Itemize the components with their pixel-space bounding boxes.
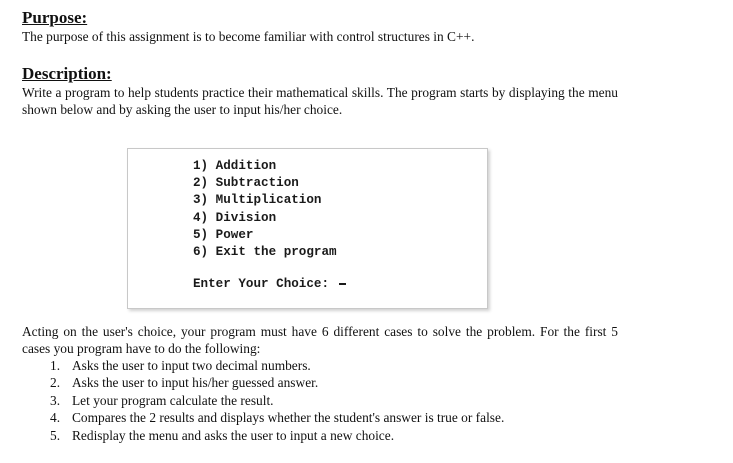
console-menu-box (127, 148, 488, 309)
choice-prompt (193, 276, 346, 293)
purpose-heading: Purpose: (22, 8, 88, 27)
menu-item-subtraction: 2) Subtraction (193, 176, 299, 191)
document-body (22, 8, 722, 118)
text-cursor (339, 283, 346, 285)
list-item (22, 427, 722, 444)
list-item (22, 409, 722, 426)
step-text: Asks the user to input his/her guessed answer. (72, 375, 319, 391)
menu-item-addition: 1) Addition (193, 159, 277, 173)
list-item (22, 374, 722, 391)
step-number: 1. (50, 358, 61, 373)
menu-item-division: 4) Division (193, 210, 277, 225)
description-text: Write a program to help students practice their mathematical skills. The program starts by displaying the menu shown below and by asking the user to input his/her choice. (22, 85, 618, 117)
list-item (22, 357, 722, 374)
choice-prompt-label: Enter Your Choice: (193, 277, 337, 291)
step-text: Redisplay the menu and asks the user to input a new choice. (72, 427, 395, 443)
purpose-text: The purpose of this assignment is to become familiar with control structures in C++. (22, 29, 475, 44)
menu-item-exit: 6) Exit the program (193, 245, 337, 260)
step-number: 5. (50, 427, 61, 443)
description-heading: Description: (22, 64, 112, 83)
step-text: Compares the 2 results and displays whether the student's answer is true or false. (72, 410, 505, 426)
list-item (22, 392, 722, 409)
menu-item-power: 5) Power (193, 227, 254, 242)
step-number: 4. (50, 410, 61, 426)
menu-list (193, 158, 337, 261)
menu-item-multiplication: 3) Multiplication (193, 193, 322, 208)
step-number: 3. (50, 392, 61, 408)
step-text: Let your program calculate the result. (72, 392, 274, 408)
cases-intro: Acting on the user's choice, your program must have 6 different cases to solve the problem. For the first 5 cases you program have to do the following: (22, 324, 618, 356)
step-text: Asks the user to input two decimal numbers. (72, 358, 311, 373)
cases-section (22, 323, 722, 444)
steps-list (22, 357, 722, 444)
step-number: 2. (50, 375, 61, 391)
